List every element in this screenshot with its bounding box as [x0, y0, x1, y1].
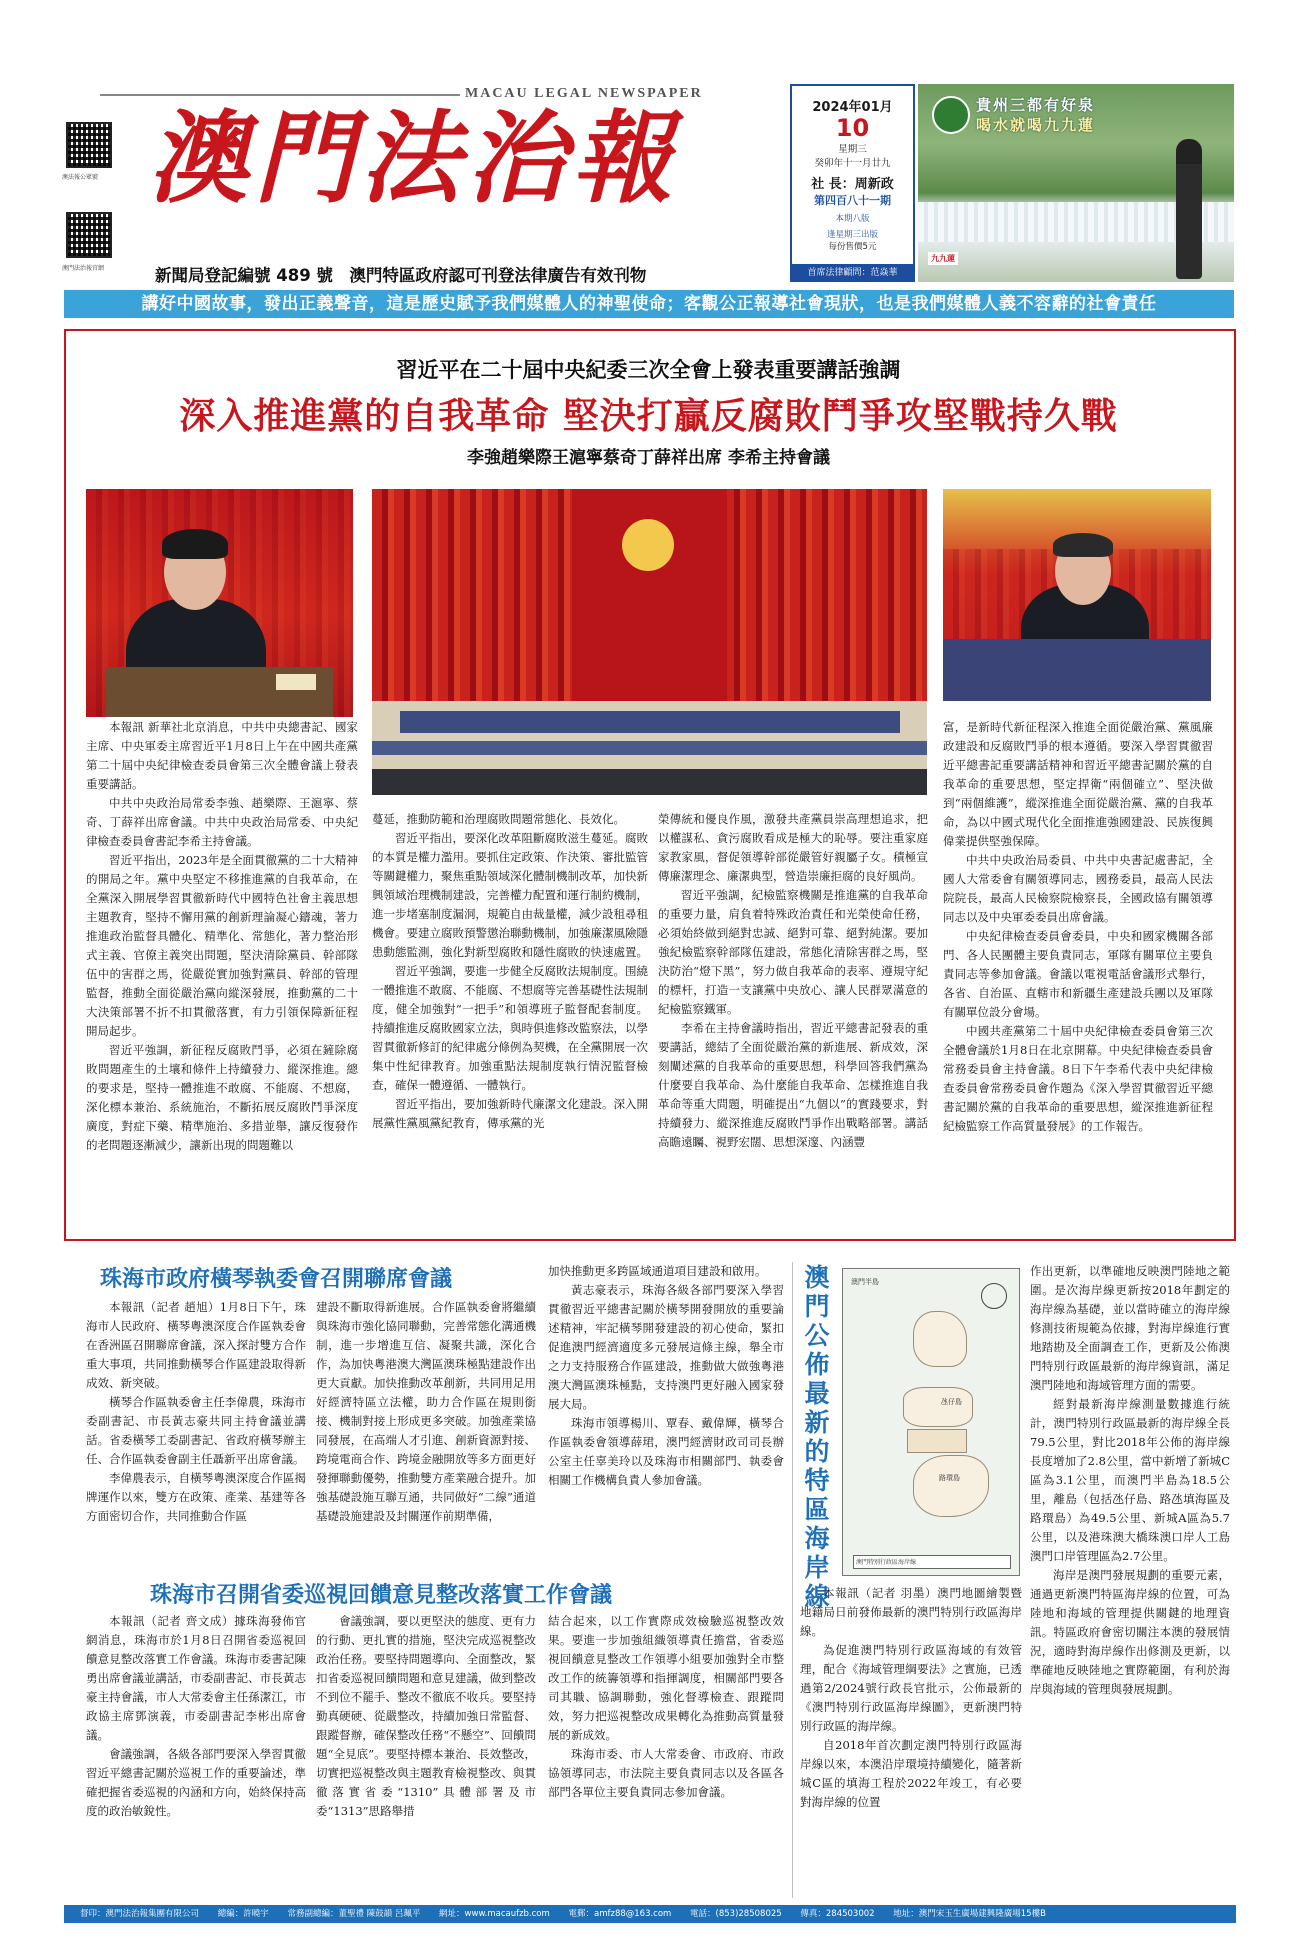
story3-column-2: 會議強調，要以更堅決的態度、更有力的行動、更扎實的措施，堅決完成巡視整改政治任務。要堅持問題導向、全面整改，緊扣省委巡視回饋問題和意見建議，做到整改不到位不罷手、整改不徹底不收兵。要堅持勤真硬硬、從嚴整改，持續加強日常監督、跟蹤督辦，確保整改任務“不懸空”、回饋問題“全見底”。要堅持標本兼治、長效整改，切實把巡視整改與主題教育檢視整改、與貫徹落實省委“1310”具體部署及市委“1313”思路舉措	[316, 1614, 536, 1818]
lead-kicker: 習近平在二十屆中央紀委三次全會上發表重要講話強調	[396, 358, 901, 382]
price: 每份售價5元	[828, 242, 877, 253]
map-label-taipa: 氹仔島	[941, 1398, 962, 1406]
brand-logo: 澳門法治報	[148, 99, 678, 217]
lead-column-1: 本報訊 新華社北京消息，中共中央總書記、國家主席、中央軍委主席習近平1月8日上午在中國共產黨第二十屆中央紀律檢查委員會第三次全體會議上發表重要講話。 中共中央政治局常委李強、趙樂際、王滬寧、蔡奇、丁薛祥出席會議。中共中央政治局常委、中央紀律檢查委員會書記李希主持會議。 習近平指出，2023年是全面貫徹黨的二十大精神的開局之年。黨中央堅定不移推進黨的自我革命，在全黨深入開展學習貫徹新時代中國特色社會主義思想主題教育，堅持不懈用黨的創新理論凝心鑄魂，著力推進政治監督具體化、精準化、常態化，著力整治形式主義、官僚主義突出問題，堅決清除黨員、幹部隊伍中的害群之馬，從嚴從實加強對黨員、幹部的管理監督，推動全面從嚴治黨向縱深發展，推動黨的二十大決策部署不折不扣貫徹落實，有力引領保障新征程開局起步。 習近平強調，新征程反腐敗鬥爭，必須在鏟除腐敗問題產生的土壤和條件上持續發力、縱深推進。總的要求是，堅持一體推進不敢腐、不能腐、不想腐，深化標本兼治、系統施治，不斷拓展反腐敗鬥爭深度廣度，對症下藥、精準施治、多措並舉，讓反復發作的老問題逐漸減少，讓新出現的問題難以	[86, 720, 358, 1152]
footer-fax: 傳真：284503002	[800, 1909, 875, 1919]
story4-column-lead: 本報訊（記者 羽墨）澳門地圖繪製暨地籍局日前發佈最新的澳門特別行政區海岸線。 為促進澳門特別行政區海域的有效管理，配合《海域管理綱要法》之實施，已透過第2/2024號行政長官批示，公佈最新的《澳門特別行政區海岸線圖》，更新澳門特別行政區的海岸線。 自2018年首次劃定澳門特別行政區海岸線以來，本澳沿岸環境持續變化，隨著新城C區的填海工程於2022年竣工，有必要對海岸線的位置	[800, 1586, 1022, 1809]
qr-caption-top: 澳法報公眾號	[62, 174, 99, 181]
story3-column-3: 結合起來，以工作實際成效檢驗巡視整改效果。要進一步加強組織領導責任擔當，省委巡視回饋意見整改工作領導小組要加強對全市整改工作的統籌領導和指揮調度，相關部門要各司其職、協調聯動，強化督導檢查、跟蹤問效，努力把巡視整改成果轉化為推動高質量發展的新成效。 珠海市委、市人大常委會、市政府、市政協領導同志，市法院主要負責同志以及各區各部門各單位主要負責同志參加會議。	[548, 1614, 784, 1799]
president: 社 長：周新政	[811, 177, 894, 193]
day-number: 10	[835, 114, 870, 142]
lunar-date: 癸卯年十一月廿九	[814, 158, 891, 170]
story2-column-3: 加快推動更多跨區域通道項目建設和啟用。 黃志豪表示，珠海各級各部門要深入學習貫徹習近平總書記關於橫琴開發開放的重要論述精神，牢記橫琴開發建設的初心使命，緊扣促進澳門經濟適度多元發展這條主線，舉全市之力支持服務合作區建設，推動做大做強粵港澳大灣區澳珠極點，支持澳門更好融入國家發展大局。 珠海市領導楊川、覃春、戴偉輝，橫琴合作區執委會領導薛珺，澳門經濟財政司司長辦公室主任辜美玲以及珠海市相關部門、執委會相關工作機構負責人參加會議。	[548, 1264, 784, 1487]
legal-consultant: 首席法律顧問：范焱華	[790, 264, 915, 282]
footer-publisher: 督印：澳門法治報集團有限公司	[80, 1909, 200, 1919]
masthead-rule	[100, 94, 460, 96]
ad-brand-logo: 九九蓮	[928, 252, 958, 265]
advertisement[interactable]	[918, 84, 1234, 282]
footer-bar	[64, 1905, 1236, 1923]
coastline-map[interactable]	[842, 1268, 1020, 1576]
map-title: 澳門半島	[851, 1278, 879, 1286]
footer-phone: 電話：(853)28508025	[690, 1909, 782, 1919]
photo-speaker-left	[86, 489, 353, 717]
lead-column-4: 富，是新時代新征程深入推進全面從嚴治黨、黨風廉政建設和反腐敗鬥爭的根本遵循。要深入學習貫徹習近平總書記重要講話精神和習近平總書記關於黨的自我革命的重要思想，堅定捍衛“兩個確立”、堅決做到“兩個維護”，縱深推進全面從嚴治黨、黨的自我革命，為以中國式現代化全面推進強國建設、民族復興偉業提供堅強保障。 中共中央政治局委員、中共中央書記處書記，全國人大常委會有關領導同志，國務委員，最高人民法院院長，最高人民檢察院檢察長，全國政協有關領導同志以及中央軍委委員出席會議。 中央紀律檢查委員會委員，中央和國家機關各部門、各人民團體主要負責同志，軍隊有關單位主要負責同志等參加會議。會議以電視電話會議形式舉行，各省、自治區、直轄市和新疆生產建設兵團以及軍隊有關單位設分會場。 中國共產黨第二十屆中央紀律檢查委員會第三次全體會議於1月8日在北京開幕。中央紀律檢查委員會常務委員會主持會議。8日下午李希代表中央紀律檢查委員會常務委員會作題為《深入學習貫徹習近平總書記關於黨的自我革命的重要思想，縱深推進新征程紀檢監察工作高質量發展》的工作報告。	[943, 720, 1213, 1133]
lead-headline[interactable]: 深入推進黨的自我革命 堅決打贏反腐敗鬥爭攻堅戰持久戰	[179, 396, 1118, 437]
story3-column-1: 本報訊（記者 齊文成）據珠海發佈官網消息，珠海市於1月8日召開省委巡視回饋意見整改落實工作會議。珠海市委書記陳勇出席會議並講話，市委副書記、市長黃志豪主持會議，市人大常委會主任孫潔江，市政協主席鄧演義，市委副書記李彬出席會議。 會議強調，各級各部門要深入學習貫徹習近平總書記關於巡視工作的重要論述，準確把握省委巡視的內涵和方向，始終保持高度的政治敏銳性。	[86, 1614, 306, 1818]
qr-code-top[interactable]	[66, 122, 112, 168]
lead-subhead: 李強趙樂際王滬寧蔡奇丁薛祥出席 李希主持會議	[467, 448, 830, 468]
qr-code-bottom[interactable]	[66, 212, 112, 258]
publish-schedule: 逢星期三出版	[826, 230, 878, 241]
story3-headline[interactable]: 珠海市召開省委巡視回饋意見整改落實工作會議	[150, 1583, 613, 1608]
english-name: MACAU LEGAL NEWSPAPER	[465, 86, 703, 101]
story2-column-2: 建設不斷取得新進展。合作區執委會將繼續與珠海市強化協同聯動，完善常態化溝通機制，進一步增進互信、凝聚共識，深化合作，為加快粵港澳大灣區澳珠極點建設作出更大貢獻。加快推動改革創新，共同用足用好經濟特區立法權，助力合作區在規則銜接、機制對接上形成更多突破。加強產業協同發展，在高端人才引進、創新資源對接、跨境電商合作、跨境金融開放等多方面更好發揮聯動優勢，推動雙方產業融合提升。加強基礎設施互聯互通，共同做好“二線”通道基礎設施建設及封關運作前期準備，	[316, 1300, 536, 1523]
footer-address: 地址：澳門宋玉生廣場建興隆廣場15樓B	[893, 1909, 1046, 1919]
compass-icon	[981, 1283, 1007, 1309]
registration-line: 新聞局登記編號 489 號 澳門特區政府認可刊登法律廣告有效刊物	[155, 266, 647, 285]
date-box	[790, 84, 915, 282]
ad-model-image	[1176, 139, 1202, 279]
map-label-coloane: 路環島	[939, 1474, 960, 1482]
footer-deputy-editors: 常務副總編：董聖禮 陳鼓韻 呂珮平	[287, 1909, 421, 1919]
column-divider	[792, 1262, 793, 1898]
year-month: 2024年01月	[812, 100, 893, 115]
slogan-banner: 講好中國故事，發出正義聲音，這是歷史賦予我們媒體人的神聖使命；客觀公正報導社會現狀，也是我們媒體人義不容辭的社會責任	[64, 290, 1234, 318]
ad-line-2: 喝水就喝九九蓮	[976, 116, 1096, 134]
map-legend: 澳門特別行政區海岸線	[853, 1555, 1011, 1569]
ad-badge-icon	[932, 96, 970, 134]
ad-line-1: 貴州三都有好泉	[976, 96, 1096, 114]
footer-editor: 總編：許曉宇	[217, 1909, 269, 1919]
page-count: 本期八版	[835, 214, 870, 225]
footer-website[interactable]: 網址：www.macaufzb.com	[439, 1909, 550, 1919]
qr-caption-bottom: 澳門法治報官網	[62, 265, 105, 272]
story2-headline[interactable]: 珠海市政府橫琴執委會召開聯席會議	[100, 1267, 453, 1292]
story4-column-right: 作出更新，以準確地反映澳門陸地之範圍。是次海岸線更新按2018年劃定的海岸線為基礎，並以當時確立的海岸線修測技術規範為依據，對海岸線進行實地踏勘及全面調查工作，更新及公佈澳門特別行政區最新的海岸線資訊，滿足澳門陸地和海域管理方面的需要。 經對最新海岸線測量數據進行統計，澳門特別行政區最新的海岸線全長79.5公里，對比2018年公佈的海岸線長度增加了2.8公里，當中新增了新城C區為3.1公里，而澳門半島為18.5公里，離島（包括氹仔島、路氹填海區及路環島）為49.5公里、新城A區為5.7公里，以及港珠澳大橋珠澳口岸人工島澳門口岸管理區為2.7公里。 海岸是澳門發展規劃的重要元素，通過更新澳門特區海岸線的位置，可為陸地和海域的管理提供關鍵的地理資訊。特區政府會密切關注本澳的發展情況，適時對海岸線作出修測及更新，以準確地反映陸地之實際範圍，有利於海岸與海域的管理與發展規劃。	[1030, 1264, 1230, 1696]
issue-number: 第四百八十一期	[814, 194, 891, 208]
photo-speaker-right	[943, 489, 1211, 701]
lead-column-2: 蔓延，推動防範和治理腐敗問題常態化、長效化。 習近平指出，要深化改革阻斷腐敗滋生蔓延。腐敗的本質是權力濫用。要抓住定政策、作決策、審批監管等關鍵權力，聚焦重點領域深化體制機制改革，加快新興領域治理機制建設，完善權力配置和運行制約機制，進一步堵塞制度漏洞，規範自由裁量權，減少設租尋租機會。要建立腐敗預警懲治聯動機制，加強廉潔風險隱患動態監測，強化對新型腐敗和隱性腐敗的快速處置。 習近平強調，要進一步健全反腐敗法規制度。围繞一體推進不敢腐、不能腐、不想腐等完善基礎性法規制度，健全加強對“一把手”和領導班子監督配套制度。持續推進反腐敗國家立法，與時俱進修改監察法，以學習貫徹新修訂的紀律處分條例為契機，在全黨開展一次集中性紀律教育。加強重點法規制度執行情況監督檢查，確保一體遵循、一體執行。 習近平指出，要加強新時代廉潔文化建設。深入開展黨性黨風黨紀教育，傳承黨的光	[372, 812, 648, 1130]
photo-plenary-hall	[372, 489, 927, 795]
story4-headline[interactable]: 澳門公佈最新的特區海岸線	[804, 1263, 830, 1611]
story2-column-1: 本報訊（記者 趙旭）1月8日下午，珠海市人民政府、橫琴粵澳深度合作區執委會在香洲區召開聯席會議，深入探討雙方合作重大事項，共同推動橫琴合作區建設取得新成效、新突破。 橫琴合作區執委會主任李偉農，珠海市委副書記、市長黃志豪共同主持會議並講話。省委橫琴工委副書記、省政府橫琴辦主任、合作區執委會副主任聶新平出席會議。 李偉農表示，自橫琴粵澳深度合作區揭牌運作以來，雙方在政策、產業、基建等各方面密切合作，共同推動合作區	[86, 1300, 306, 1523]
lead-column-3: 榮傳統和優良作風，激發共產黨員崇高理想追求，把以權謀私、貪污腐敗看成是極大的恥辱。要注重家庭家教家風，督促領導幹部從嚴管好親屬子女。積極宣傳廉潔理念、廉潔典型，營造崇廉拒腐的良好風尚。 習近平強調，紀檢監察機關是推進黨的自我革命的重要力量，肩負着特殊政治責任和光榮使命任務，必須始終做到絕對忠誠、絕對可靠、絕對純潔。要加強紀檢監察幹部隊伍建設，常態化清除害群之馬，堅決防治“燈下黑”，努力做自我革命的表率、遵規守紀的標杆，打造一支讓黨中央放心、讓人民群眾滿意的紀檢監察鐵軍。 李希在主持會議時指出，習近平總書記發表的重要講話，總結了全面從嚴治黨的新進展、新成效，深刻闡述黨的自我革命的重要思想，科學回答我們黨為什麼要自我革命、為什麼能自我革命、怎樣推進自我革命等重大問題，明確提出“九個以”的實踐要求，對持續發力、縱深推進反腐敗鬥爭作出戰略部署。講話高瞻遠矚、視野宏闊、思想深邃、內涵豐	[658, 812, 928, 1149]
weekday: 星期三	[838, 144, 867, 156]
footer-email[interactable]: 電郵：amfz88@163.com	[568, 1909, 672, 1919]
